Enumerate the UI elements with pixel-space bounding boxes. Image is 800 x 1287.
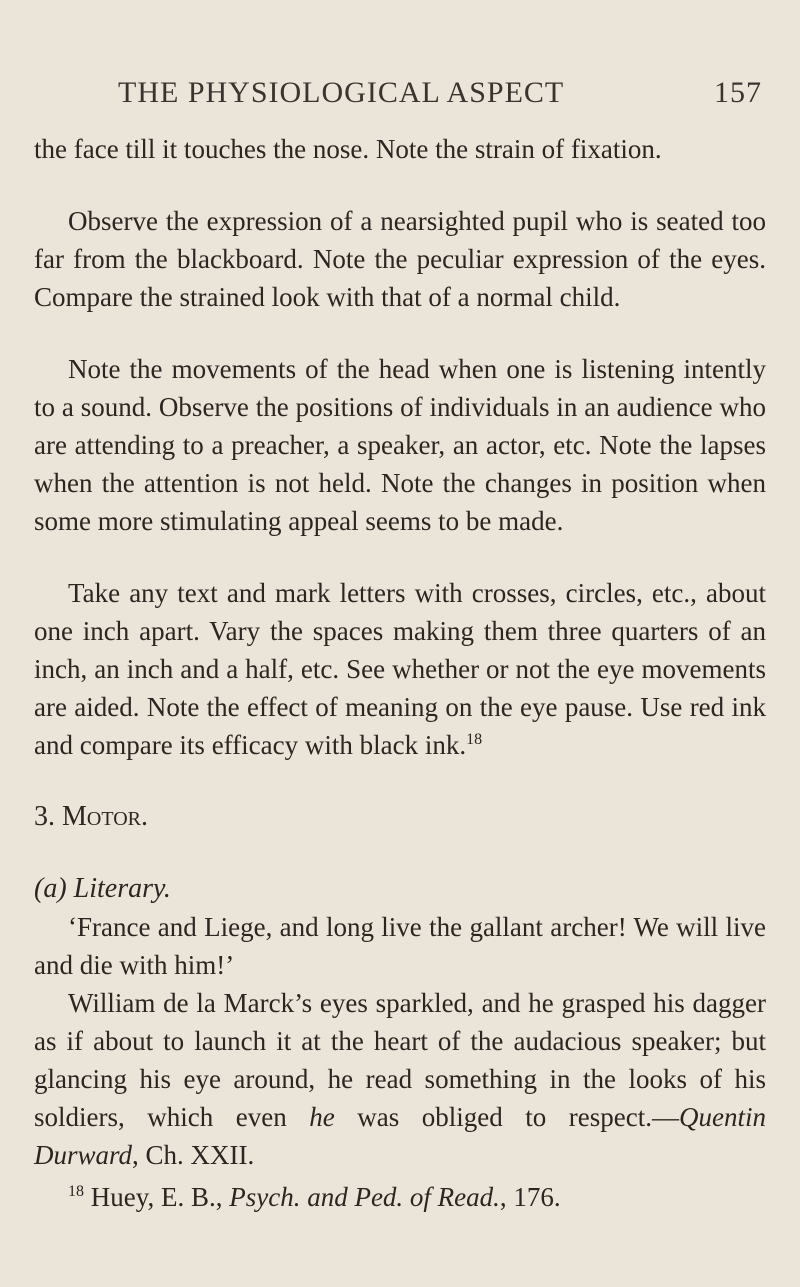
subsection-heading: (a) Literary. <box>34 873 171 904</box>
quote-line-2-text: William de la Marck’s eyes sparkled, and he grasped his dagger as if about to launch it at the heart of the audacious speaker; but glancing his eye around, he read something in the looks of his soldiers, which even <box>34 988 766 1132</box>
page-number: 157 <box>714 76 762 109</box>
paragraph-4 <box>34 574 766 764</box>
section-heading: 3. Motor. <box>34 801 148 832</box>
quote-line-1: ‘France and Liege, and long live the gallant archer! We will live and die with him!’ <box>34 912 766 980</box>
page-header <box>118 76 762 116</box>
paragraph-4-text: Take any text and mark letters with crosses, circles, etc., about one inch apart. Vary the spaces making them three quarters of an inch, an inch and a half, etc. See whether or not the eye movements are aided. Note the effect of meaning on the eye pause. Use red ink and compare its efficacy with black ink. <box>34 578 766 760</box>
footnote-reference: 18 <box>466 731 483 748</box>
quote-line-2 <box>34 984 766 1174</box>
footnote-marker: 18 <box>68 1183 84 1200</box>
footnote <box>34 1178 766 1216</box>
page-body <box>34 130 766 1243</box>
quote-source-chapter: , Ch. XXII. <box>132 1140 255 1170</box>
literary-quote <box>34 908 766 1174</box>
quote-source-title: Quentin Durward <box>34 1102 766 1170</box>
quote-emphasis: he <box>309 1102 335 1132</box>
paragraph-1: the face till it touches the nose. Note the strain of fixation. <box>34 134 662 164</box>
footnote-author: Huey, E. B., <box>90 1182 230 1212</box>
quote-line-2-tail: was obliged to respect.— <box>334 1102 679 1132</box>
footnote-page: , 176. <box>499 1182 561 1212</box>
paragraph-3: Note the movements of the head when one is listening intently to a sound. Observe the positions of individuals in an audience who are attending to a preacher, a speaker, an actor, etc. Note the lapses when the attention is not held. Note the changes in position when some more stimulating appeal seems to be made. <box>34 354 766 536</box>
paragraph-2: Observe the expression of a nearsighted pupil who is seated too far from the blackboard. Note the peculiar expression of the eyes. Compare the strained look with that of a normal child. <box>34 206 766 312</box>
running-head: THE PHYSIOLOGICAL ASPECT <box>118 76 565 109</box>
footnote-title: Psych. and Ped. of Read. <box>229 1182 500 1212</box>
